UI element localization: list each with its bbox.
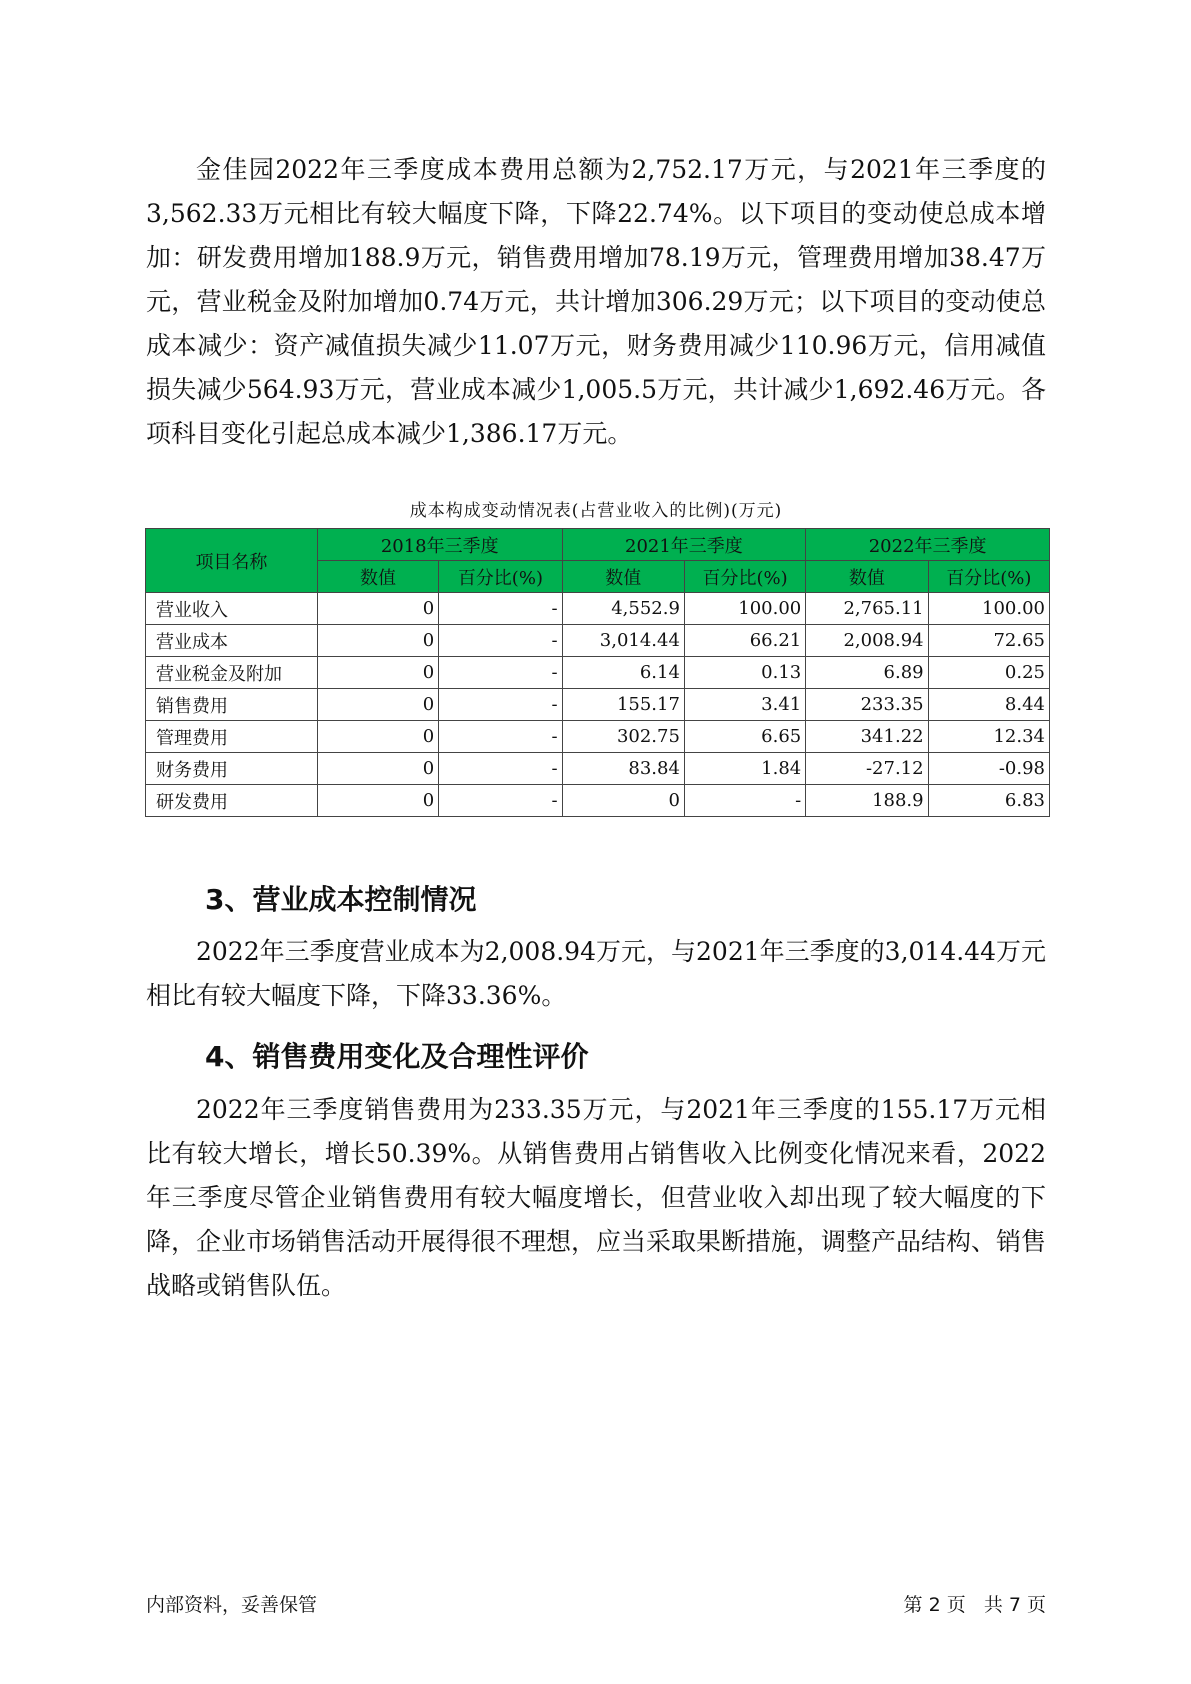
percent-cell: 100.00 [928, 593, 1049, 625]
cost-structure-table [145, 528, 1050, 817]
value-cell: 233.35 [806, 689, 928, 721]
value-cell: 2,008.94 [806, 625, 928, 657]
value-cell: 302.75 [562, 721, 684, 753]
percent-cell: 100.00 [684, 593, 805, 625]
value-cell: 341.22 [806, 721, 928, 753]
value-cell: 3,014.44 [562, 625, 684, 657]
percent-cell: 3.41 [684, 689, 805, 721]
percent-cell: - [439, 721, 562, 753]
percent-cell: 66.21 [684, 625, 805, 657]
item-name-header: 项目名称 [146, 529, 318, 593]
percent-cell: 8.44 [928, 689, 1049, 721]
value-cell: 4,552.9 [562, 593, 684, 625]
percent-cell: - [439, 689, 562, 721]
value-subheader: 数值 [317, 561, 438, 593]
value-subheader: 数值 [562, 561, 684, 593]
percent-cell: 0.25 [928, 657, 1049, 689]
period-header: 2022年三季度 [806, 529, 1050, 561]
value-cell: 0 [317, 753, 438, 785]
percent-cell: - [684, 785, 805, 817]
value-cell: 6.14 [562, 657, 684, 689]
percent-cell: - [439, 625, 562, 657]
value-cell: 0 [317, 689, 438, 721]
footer-page-number: 第 2 页 共 7 页 [903, 1594, 1046, 1616]
value-cell: 2,765.11 [806, 593, 928, 625]
percent-cell: 0.13 [684, 657, 805, 689]
row-item-name: 财务费用 [146, 753, 318, 785]
paragraph-cost-summary: 金佳园2022年三季度成本费用总额为2,752.17万元，与2021年三季度的3,562.33万元相比有较大幅度下降，下降22.74%。以下项目的变动使总成本增加：研发费用增加188.9万元，销售费用增加78.19万元，管理费用增加38.47万元，营业税金及附加增加0.74万元，共计增加306.29万元；以下项目的变动使总成本减少：资产减值损失减少11.07万元，财务费用减少110.96万元，信用减值损失减少564.93万元，营业成本减少1,005.5万元，共计减少1,692.46万元。各项科目变化引起总成本减少1,386.17万元。 [146, 155, 1046, 448]
value-cell: 0 [317, 785, 438, 817]
value-cell: -27.12 [806, 753, 928, 785]
value-cell: 188.9 [806, 785, 928, 817]
percent-subheader: 百分比(%) [684, 561, 805, 593]
percent-cell: 1.84 [684, 753, 805, 785]
table-row [146, 593, 1050, 625]
value-cell: 155.17 [562, 689, 684, 721]
period-header: 2018年三季度 [317, 529, 562, 561]
row-item-name: 营业成本 [146, 625, 318, 657]
table-caption: 成本构成变动情况表(占营业收入的比例)(万元) [409, 501, 783, 521]
value-cell: 0 [317, 593, 438, 625]
value-subheader: 数值 [806, 561, 928, 593]
row-item-name: 营业税金及附加 [146, 657, 318, 689]
table-body [146, 593, 1050, 817]
period-header: 2021年三季度 [562, 529, 806, 561]
percent-cell: 6.65 [684, 721, 805, 753]
percent-cell: - [439, 657, 562, 689]
value-cell: 83.84 [562, 753, 684, 785]
table-row [146, 753, 1050, 785]
value-cell: 6.89 [806, 657, 928, 689]
percent-cell: - [439, 785, 562, 817]
percent-cell: - [439, 753, 562, 785]
percent-subheader: 百分比(%) [928, 561, 1049, 593]
table-row [146, 721, 1050, 753]
table-row [146, 785, 1050, 817]
paragraph-sales-expense: 2022年三季度销售费用为233.35万元，与2021年三季度的155.17万元相比有较大增长，增长50.39%。从销售费用占销售收入比例变化情况来看，2022年三季度尽管企业销售费用有较大幅度增长，但营业收入却出现了较大幅度的下降，企业市场销售活动开展得很不理想，应当采取果断措施，调整产品结构、销售战略或销售队伍。 [146, 1095, 1047, 1300]
table-row [146, 625, 1050, 657]
table-row [146, 689, 1050, 721]
row-item-name: 研发费用 [146, 785, 318, 817]
footer-confidential-note: 内部资料，妥善保管 [146, 1594, 318, 1616]
row-item-name: 管理费用 [146, 721, 318, 753]
row-item-name: 营业收入 [146, 593, 318, 625]
row-item-name: 销售费用 [146, 689, 318, 721]
percent-cell: 6.83 [928, 785, 1049, 817]
table-row [146, 657, 1050, 689]
value-cell: 0 [317, 721, 438, 753]
percent-cell: 12.34 [928, 721, 1049, 753]
section-heading-operating-cost: 3、营业成本控制情况 [205, 883, 477, 916]
paragraph-operating-cost: 2022年三季度营业成本为2,008.94万元，与2021年三季度的3,014.44万元相比有较大幅度下降，下降33.36%。 [146, 937, 1046, 1010]
value-cell: 0 [317, 625, 438, 657]
percent-cell: 72.65 [928, 625, 1049, 657]
percent-subheader: 百分比(%) [439, 561, 562, 593]
percent-cell: -0.98 [928, 753, 1049, 785]
value-cell: 0 [317, 657, 438, 689]
value-cell: 0 [562, 785, 684, 817]
section-heading-sales-expense: 4、销售费用变化及合理性评价 [205, 1040, 589, 1073]
percent-cell: - [439, 593, 562, 625]
